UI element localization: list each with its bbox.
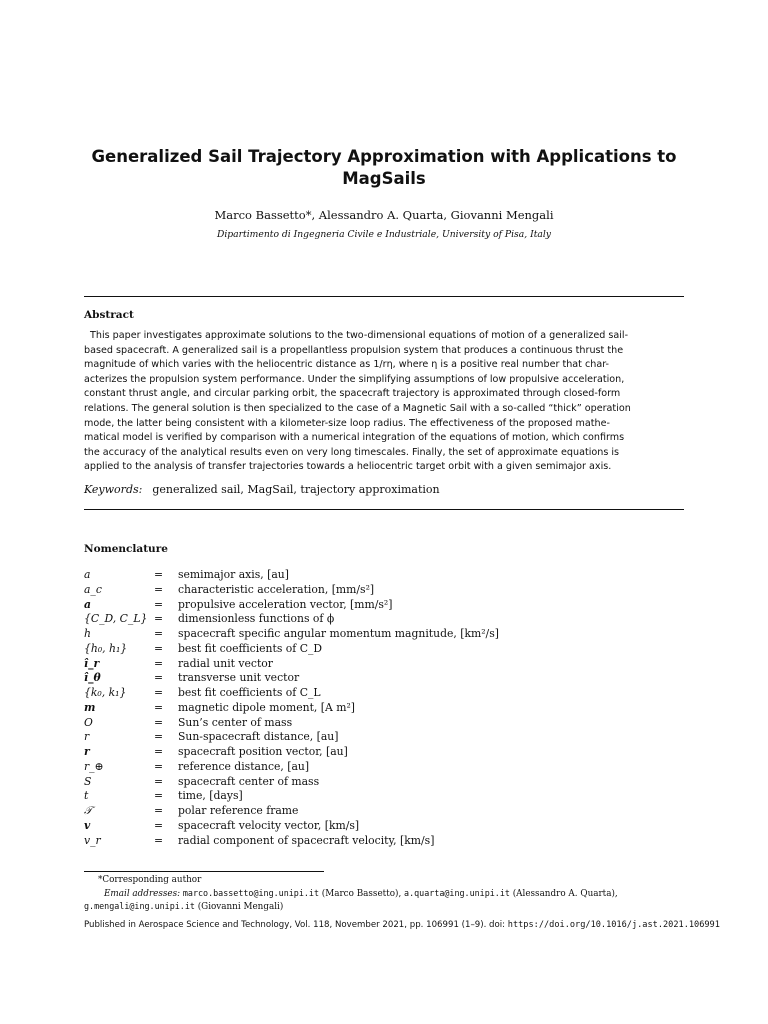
abstract-line: constant thrust angle, and circular parking orbit, the spacecraft trajectory is approximated through closed-form [84, 388, 621, 400]
abstract-line: based spacecraft. A generalized sail is a propellantless propulsion system that produces a continuous thrust the [84, 344, 624, 356]
nomenclature-equals: = [154, 715, 164, 729]
nomenclature-equals: = [154, 568, 164, 581]
nomenclature-equals: = [154, 833, 164, 847]
nomenclature-row [84, 745, 684, 760]
nomenclature-equals: = [154, 759, 164, 773]
nomenclature-row [84, 775, 684, 790]
keywords-label: Keywords: [84, 483, 143, 496]
footnote-corresponding: *Corresponding author [98, 875, 202, 885]
footnote-rule [84, 871, 324, 872]
nomenclature-symbol: r [84, 745, 90, 758]
nomenclature-description: propulsive acceleration vector, [mm/s²] [178, 597, 393, 611]
nomenclature-symbol: m [84, 700, 96, 714]
abstract-line: This paper investigates approximate solutions to the two-dimensional equations of motion of a generalized sail- [90, 330, 629, 341]
nomenclature-equals: = [154, 612, 164, 626]
nomenclature-description: spacecraft center of mass [178, 774, 320, 788]
nomenclature-description: spacecraft velocity vector, [km/s] [178, 818, 360, 832]
nomenclature-symbol: v_r [84, 833, 101, 847]
publication-text: Published in Aerospace Science and Technology, Vol. 118, November 2021, pp. 106991 (1–9). doi: [84, 920, 506, 930]
nomenclature-symbol: r [84, 730, 90, 744]
abstract-body [84, 329, 684, 475]
paper-title: Generalized Sail Trajectory Approximation with Applications to MagSails [91, 147, 677, 188]
nomenclature-equals: = [154, 641, 164, 655]
nomenclature-row [84, 819, 684, 834]
nomenclature-row [84, 657, 684, 672]
abstract-bottom-rule [84, 509, 684, 510]
nomenclature-description: Sun-spacecraft distance, [au] [178, 730, 339, 744]
keywords-line [84, 483, 440, 496]
abstract-line: relations. The general solution is then specialized to the case of a Magnetic Sail with a so-called “thick” operation [84, 402, 631, 414]
nomenclature-equals: = [154, 818, 164, 832]
nomenclature-row [84, 789, 684, 804]
nomenclature-row [84, 627, 684, 642]
nomenclature-description: semimajor axis, [au] [178, 568, 289, 581]
nomenclature-row [84, 671, 684, 686]
abstract-line: magnitude of which varies with the heliocentric distance as 1/rη, where η is a positive real number that char- [84, 359, 610, 371]
abstract-line: matical model is verified by comparison with a numerical integration of the equations of motion, which confirms [84, 432, 625, 444]
nomenclature-description: characteristic acceleration, [mm/s²] [178, 582, 375, 596]
nomenclature-symbol: v [84, 818, 91, 832]
footnote [84, 874, 704, 914]
abstract-line: mode, the latter being consistent with a kilometer-size loop radius. The effectiveness of the proposed mathe- [84, 417, 610, 429]
nomenclature-equals: = [154, 597, 164, 611]
nomenclature-equals: = [154, 789, 164, 803]
nomenclature-equals: = [154, 582, 164, 596]
nomenclature-description: magnetic dipole moment, [A m²] [178, 700, 355, 714]
nomenclature-description: best fit coefficients of C_D [178, 641, 323, 655]
nomenclature-description: radial unit vector [178, 656, 273, 670]
abstract-line: the accuracy of the analytical results even on very long timescales. Finally, the set of approximate equations is [84, 446, 620, 458]
nomenclature-symbol: î_r [84, 656, 100, 670]
nomenclature-description: spacecraft position vector, [au] [178, 745, 348, 758]
publication-note [84, 920, 720, 930]
doi-link[interactable]: https://doi.org/10.1016/j.ast.2021.106991 [507, 920, 720, 930]
nomenclature-symbol: r_⊕ [84, 759, 104, 773]
nomenclature-description: transverse unit vector [178, 671, 300, 685]
author-list: Marco Bassetto*, Alessandro A. Quarta, Giovanni Mengali [214, 208, 554, 222]
nomenclature-equals: = [154, 730, 164, 744]
nomenclature-row [84, 686, 684, 701]
nomenclature-description: spacecraft specific angular momentum magnitude, [km²/s] [178, 627, 499, 640]
email-link-2[interactable]: a.quarta@ing.unipi.it [404, 887, 510, 898]
nomenclature-symbol: S [84, 774, 92, 788]
nomenclature-description: Sun’s center of mass [178, 715, 293, 729]
nomenclature-description: reference distance, [au] [178, 759, 310, 773]
nomenclature-row [84, 804, 684, 819]
nomenclature-equals: = [154, 804, 164, 817]
nomenclature-row [84, 701, 684, 716]
nomenclature-symbol: 𝒯 [84, 804, 93, 817]
nomenclature-symbol: {h₀, h₁} [84, 641, 128, 655]
nomenclature-equals: = [154, 774, 164, 788]
abstract-line: applied to the analysis of transfer trajectories towards a heliocentric target orbit with a given semimajor axis. [84, 461, 612, 473]
abstract-line: acterizes the propulsion system performance. Under the simplifying assumptions of low propulsive acceleration, [84, 373, 625, 385]
nomenclature-symbol: {C_D, C_L} [84, 612, 148, 626]
nomenclature-equals: = [154, 700, 164, 714]
nomenclature-description: dimensionless functions of ϕ [178, 612, 335, 626]
nomenclature-symbol: a [84, 597, 91, 611]
nomenclature-symbol: a_c [84, 582, 102, 596]
nomenclature-row [84, 716, 684, 731]
nomenclature-equals: = [154, 686, 164, 699]
email-link-1[interactable]: marco.bassetto@ing.unipi.it [182, 887, 319, 898]
nomenclature-equals: = [154, 627, 164, 640]
nomenclature-description: polar reference frame [178, 804, 299, 817]
nomenclature-equals: = [154, 671, 164, 685]
nomenclature-row [84, 612, 684, 627]
email-name-3: (Giovanni Mengali) [197, 902, 284, 912]
nomenclature-symbol: h [84, 627, 91, 640]
email-label: Email addresses: [104, 888, 181, 899]
nomenclature-equals: = [154, 656, 164, 670]
nomenclature-heading: Nomenclature [84, 543, 168, 555]
nomenclature-symbol: î_θ [84, 671, 101, 685]
nomenclature-row [84, 568, 684, 583]
abstract-heading: Abstract [84, 309, 134, 321]
nomenclature-row [84, 730, 684, 745]
nomenclature-description: radial component of spacecraft velocity, [km/s] [178, 833, 435, 847]
author-affiliation: Dipartimento di Ingegneria Civile e Industriale, University of Pisa, Italy [217, 229, 551, 240]
nomenclature-row [84, 834, 684, 849]
nomenclature-row [84, 598, 684, 613]
nomenclature-equals: = [154, 745, 164, 758]
nomenclature-description: time, [days] [178, 789, 243, 803]
nomenclature-symbol: t [84, 789, 89, 803]
nomenclature-row [84, 583, 684, 598]
nomenclature-symbol: a [84, 568, 91, 581]
keywords-text: generalized sail, MagSail, trajectory approximation [152, 483, 440, 496]
nomenclature-symbol: {k₀, k₁} [84, 686, 127, 699]
nomenclature-list [84, 568, 684, 848]
email-name-1: (Marco Bassetto), [321, 888, 402, 899]
email-link-3[interactable]: g.mengali@ing.unipi.it [84, 901, 195, 911]
email-name-2: (Alessandro A. Quarta), [512, 888, 618, 899]
nomenclature-row [84, 642, 684, 657]
nomenclature-row [84, 760, 684, 775]
nomenclature-symbol: O [84, 715, 93, 729]
nomenclature-description: best fit coefficients of C_L [178, 686, 321, 699]
abstract-top-rule [84, 296, 684, 297]
